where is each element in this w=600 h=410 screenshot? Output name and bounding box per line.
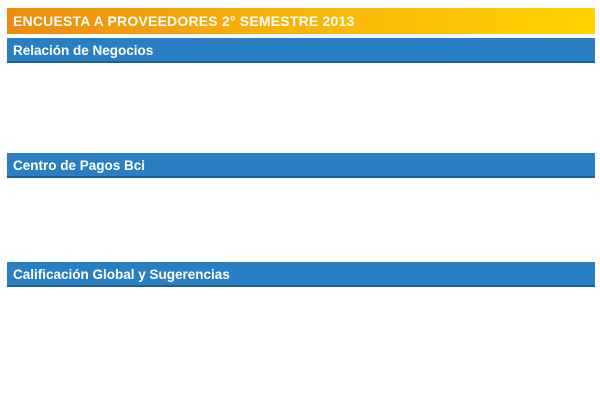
section-body-relacion-negocios — [7, 65, 595, 150]
section-header-calificacion-global — [7, 262, 595, 287]
survey-title-bar — [7, 8, 595, 34]
section-title: Calificación Global y Sugerencias — [13, 267, 230, 282]
section-title: Relación de Negocios — [13, 43, 154, 58]
section-body-centro-pagos — [7, 180, 595, 260]
section-header-relacion-negocios — [7, 38, 595, 63]
section-title: Centro de Pagos Bci — [13, 158, 146, 173]
survey-title: ENCUESTA A PROVEEDORES 2° SEMESTRE 2013 — [13, 13, 355, 29]
section-header-centro-pagos — [7, 153, 595, 178]
section-body-calificacion-global — [7, 289, 595, 399]
